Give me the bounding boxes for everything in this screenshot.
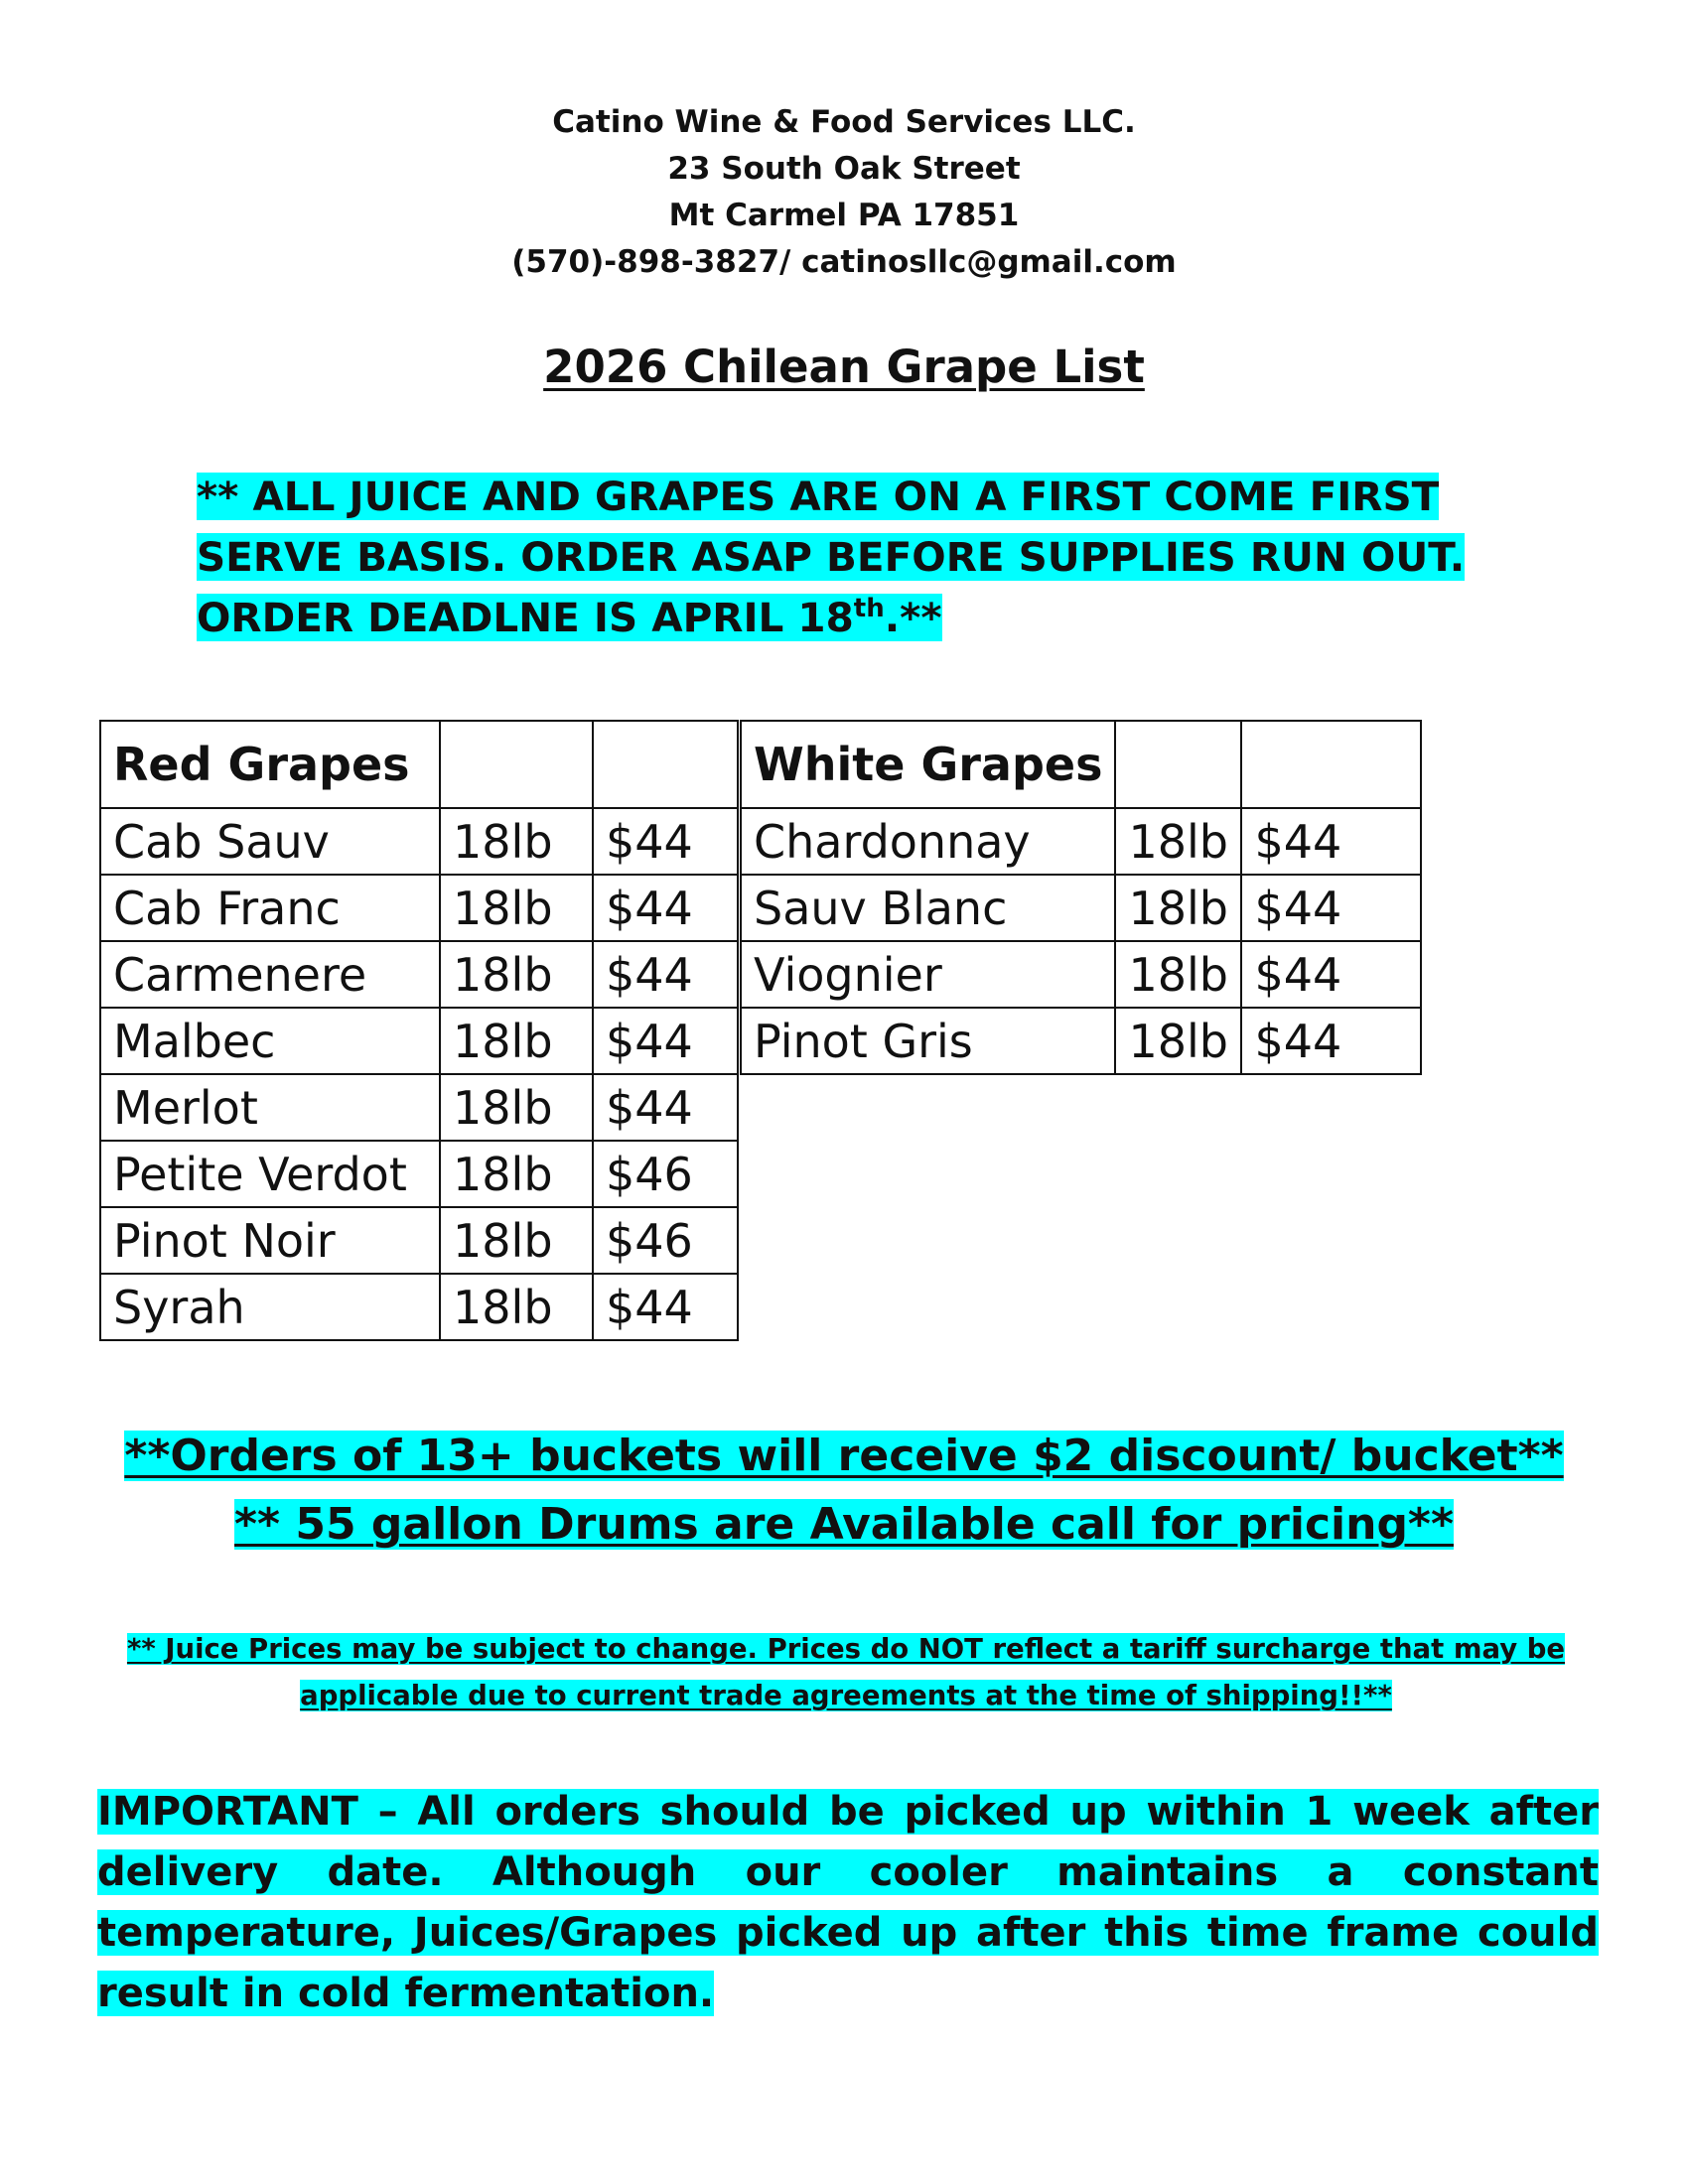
grape-price: $44 [593, 1008, 738, 1074]
important-pickup-text: IMPORTANT – All orders should be picked up within 1 week after delivery date. Although our cooler maintains a constant temperature, Juices/Grapes picked up after this time frame could result in cold fermentation. [97, 1789, 1599, 2016]
order-notice-tail: .** [884, 594, 942, 641]
juice-price-disclaimer-text: ** Juice Prices may be subject to change. Prices do NOT reflect a tariff surcharge that may be applicable due to current trade agreements at the time of shipping!!** [126, 1633, 1566, 1711]
red-grapes-table [99, 720, 739, 1341]
grape-weight: 18lb [440, 1141, 593, 1207]
white-grapes-header: White Grapes [741, 721, 1115, 808]
grape-name: Pinot Gris [741, 1008, 1115, 1074]
important-pickup-notice [97, 1782, 1599, 2024]
grape-weight: 18lb [440, 1207, 593, 1274]
grape-price: $44 [593, 875, 738, 941]
grape-price: $46 [593, 1141, 738, 1207]
table-header-row [741, 721, 1421, 808]
table-header-row [100, 721, 738, 808]
grape-name: Petite Verdot [100, 1141, 440, 1207]
grape-price: $44 [593, 941, 738, 1008]
empty-header-cell [1241, 721, 1421, 808]
drums-promo [0, 1494, 1688, 1556]
grape-price: $44 [1241, 808, 1421, 875]
table-row [100, 1207, 738, 1274]
table-row [100, 808, 738, 875]
grape-weight: 18lb [440, 1074, 593, 1141]
grape-weight: 18lb [440, 1008, 593, 1074]
table-row [100, 1274, 738, 1340]
grape-name: Malbec [100, 1008, 440, 1074]
grape-price: $44 [593, 1274, 738, 1340]
order-notice [197, 467, 1597, 648]
drums-text: ** 55 gallon Drums are Available call for pricing** [234, 1499, 1454, 1550]
grape-name: Cab Sauv [100, 808, 440, 875]
empty-header-cell [440, 721, 593, 808]
grape-name: Syrah [100, 1274, 440, 1340]
table-row [100, 1008, 738, 1074]
grape-weight: 18lb [440, 941, 593, 1008]
order-notice-text: ** ALL JUICE AND GRAPES ARE ON A FIRST COME FIRST SERVE BASIS. ORDER ASAP BEFORE SUPPLIES RUN OUT. ORDER DEADLNE IS APRIL 18 [197, 473, 1466, 641]
grape-weight: 18lb [1115, 1008, 1241, 1074]
grape-weight: 18lb [440, 1274, 593, 1340]
order-notice-superscript: th [853, 594, 885, 623]
page-title: 2026 Chilean Grape List [543, 341, 1145, 393]
grape-name: Cab Franc [100, 875, 440, 941]
grape-name: Chardonnay [741, 808, 1115, 875]
grape-price: $44 [1241, 1008, 1421, 1074]
company-name: Catino Wine & Food Services LLC. [552, 104, 1136, 140]
table-row [100, 875, 738, 941]
grape-price: $44 [593, 808, 738, 875]
order-notice-highlight [197, 473, 1465, 641]
empty-header-cell [1115, 721, 1241, 808]
grape-name: Merlot [100, 1074, 440, 1141]
company-contact: (570)-898-3827/ catinosllc@gmail.com [511, 244, 1177, 280]
bulk-discount-text: **Orders of 13+ buckets will receive $2 discount/ bucket** [124, 1431, 1564, 1481]
table-row [741, 808, 1421, 875]
juice-price-disclaimer [95, 1626, 1597, 1719]
grape-weight: 18lb [1115, 875, 1241, 941]
empty-header-cell [593, 721, 738, 808]
company-city: Mt Carmel PA 17851 [668, 198, 1020, 233]
table-row [741, 941, 1421, 1008]
table-row [100, 941, 738, 1008]
grape-weight: 18lb [1115, 941, 1241, 1008]
company-street: 23 South Oak Street [667, 151, 1021, 187]
table-row [741, 1008, 1421, 1074]
table-row [100, 1074, 738, 1141]
grape-price: $44 [1241, 941, 1421, 1008]
company-header [0, 99, 1688, 286]
table-row [741, 875, 1421, 941]
grape-name: Viognier [741, 941, 1115, 1008]
white-grapes-table [740, 720, 1422, 1075]
grape-name: Pinot Noir [100, 1207, 440, 1274]
table-row [100, 1141, 738, 1207]
grape-price: $46 [593, 1207, 738, 1274]
grape-weight: 18lb [440, 808, 593, 875]
grape-price: $44 [1241, 875, 1421, 941]
grape-weight: 18lb [1115, 808, 1241, 875]
bulk-discount-promo [0, 1426, 1688, 1487]
grape-weight: 18lb [440, 875, 593, 941]
red-grapes-header: Red Grapes [100, 721, 440, 808]
grape-name: Sauv Blanc [741, 875, 1115, 941]
grape-price: $44 [593, 1074, 738, 1141]
grape-name: Carmenere [100, 941, 440, 1008]
